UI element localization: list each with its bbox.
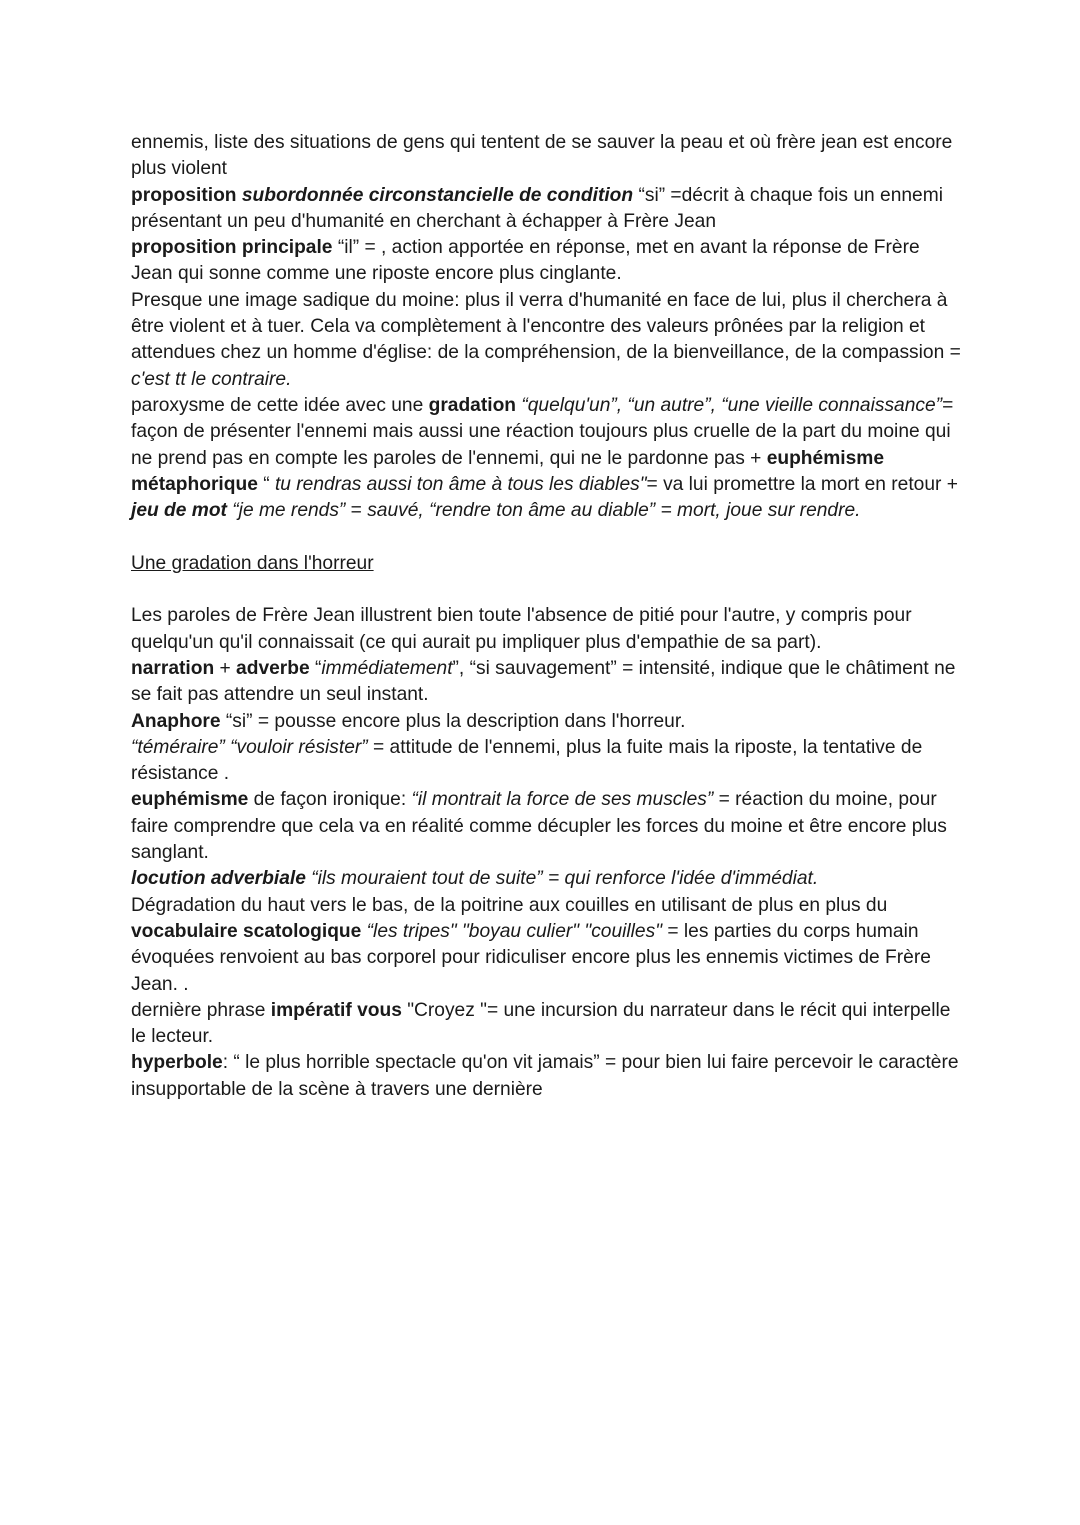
text-run: = les parties du corps humain évoquées renvoient au bas corporel pour ridiculiser encore plus les ennemis victimes de Frère Jean. . (131, 920, 931, 995)
text-run: ennemis, liste des situations de gens qui tentent de se sauver la peau et où frère jean est encore plus violent (131, 132, 953, 180)
text-run: “ (309, 657, 322, 679)
text-run: “si” =décrit à chaque fois un ennemi présentant un peu d'humanité en cherchant à échapper à Frère Jean (131, 184, 943, 232)
text-run: gradation (428, 394, 517, 416)
text-run: proposition (131, 184, 242, 206)
text-run: “il” = , action apportée en réponse, met en avant la réponse de Frère Jean qui sonne comme une riposte encore plus cinglante. (131, 237, 920, 285)
text-run: tu rendras aussi ton âme à tous les diables" (274, 473, 647, 495)
text-paragraph (131, 235, 961, 288)
text-run: = va lui promettre la mort en retour + (646, 473, 958, 495)
text-paragraph (131, 656, 961, 709)
section-gradation-horreur (131, 603, 961, 1103)
text-run: “ (257, 473, 275, 495)
text-run: hyperbole (131, 1052, 223, 1074)
text-run: Les paroles de Frère Jean illustrent bien toute l'absence de pitié pour l'autre, y compris pour quelqu'un qu'il connaissait (ce qui aurait pu impliquer plus d'empathie de sa part). (131, 605, 912, 653)
text-run: “ils mouraient tout de suite” = qui renforce l'idée d'immédiat. (311, 868, 819, 890)
text-run: jeu de mot (131, 500, 227, 522)
text-run: c'est tt le contraire. (131, 368, 292, 390)
text-run: = réaction du moine, pour faire comprendre que cela va en réalité comme décupler les forces du moine et être encore plus sanglant. (131, 789, 947, 864)
text-run: “les tripes" "boyau culier" "couilles" (366, 920, 663, 942)
text-run: de façon ironique: (248, 789, 412, 811)
text-run: “quelqu'un”, “un autre”, “une vieille connaissance” (521, 394, 943, 416)
paragraph-gap (131, 577, 961, 603)
paragraph-gap (131, 524, 961, 550)
text-paragraph (131, 787, 961, 866)
text-run: “il montrait la force de ses muscles” (411, 789, 714, 811)
text-run: = (345, 500, 368, 522)
text-run: narration (131, 657, 215, 679)
text-paragraph (131, 866, 961, 892)
text-paragraph (131, 709, 961, 735)
text-run: proposition principale (131, 237, 333, 259)
text-paragraph (131, 393, 961, 524)
text-paragraph (131, 288, 961, 393)
text-run: sauvé, “rendre ton âme au diable” = mort, joue sur rendre. (367, 500, 861, 522)
text-paragraph (131, 603, 961, 656)
text-run: “je me rends” (232, 500, 346, 522)
text-run: + (214, 657, 237, 679)
text-run: : “ le plus horrible spectacle qu'on vit jamais” = pour bien lui faire percevoir le caractère insupportable de la scène à travers une dernière (131, 1052, 959, 1100)
text-run: = attitude de l'ennemi, plus la fuite mais la riposte, la tentative de résistance . (131, 736, 923, 785)
text-run: “téméraire” “vouloir résister” (131, 736, 368, 758)
text-run: = façon de présenter l'ennemi mais aussi une réaction toujours plus cruelle de la part du moine qui ne prend pas en compte les paroles de l'ennemi, qui ne le pardonne pas + (131, 394, 954, 469)
text-run: euphémisme métaphorique (131, 447, 884, 495)
text-run: vocabulaire scatologique (131, 920, 362, 942)
document-page (131, 130, 961, 1103)
text-run: subordonnée circonstancielle de condition (241, 184, 634, 206)
text-run: adverbe (236, 657, 310, 679)
text-run: paroxysme de cette idée avec une (131, 394, 429, 416)
text-paragraph (131, 998, 961, 1051)
text-run: Dégradation du haut vers le bas, de la poitrine aux couilles en utilisant de plus en plus du (131, 894, 888, 916)
text-paragraph (131, 1050, 961, 1103)
section-heading: Une gradation dans l'horreur (131, 552, 374, 574)
text-paragraph (131, 893, 961, 998)
text-run: immédiatement (321, 657, 453, 679)
text-run: Presque une image sadique du moine: plus il verra d'humanité en face de lui, plus il cherchera à être violent et à tuer. Cela va complètement à l'encontre des valeurs prônées par la religion et attendues chez un homme d'église: de la compréhension, de la bienveillance, de la compassion = (131, 289, 961, 364)
text-run: Anaphore (131, 710, 221, 732)
text-run: “si” = pousse encore plus la description dans l'horreur. (220, 710, 686, 732)
text-run: impératif vous (270, 999, 402, 1021)
text-run: euphémisme (131, 789, 249, 811)
text-run: locution adverbiale (131, 868, 306, 890)
section-analysis-conditions (131, 130, 961, 524)
text-run: ”, “si sauvagement” = intensité, indique que le châtiment ne se fait pas attendre un seul instant. (131, 657, 956, 706)
text-run: dernière phrase (131, 999, 271, 1021)
text-paragraph (131, 183, 961, 236)
text-paragraph (131, 735, 961, 788)
text-paragraph (131, 130, 961, 183)
text-run: "Croyez "= une incursion du narrateur dans le récit qui interpelle le lecteur. (131, 999, 951, 1048)
